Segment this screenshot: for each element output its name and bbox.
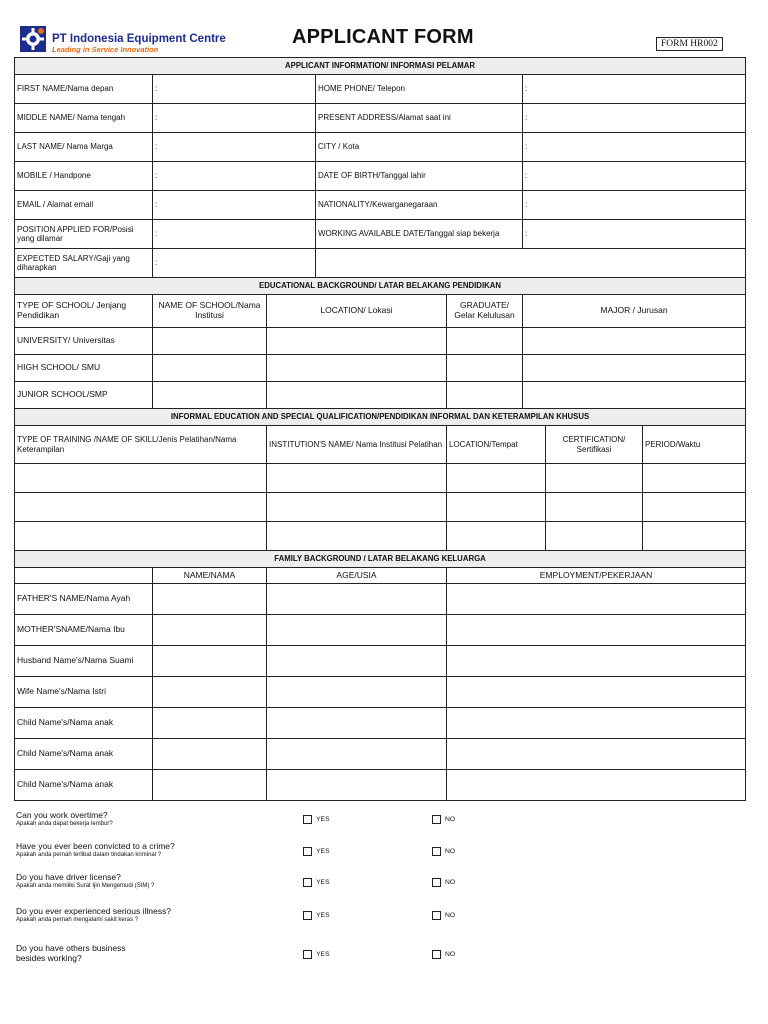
question-text: Do you ever experienced serious illness? bbox=[16, 906, 171, 916]
checkbox[interactable] bbox=[303, 878, 312, 887]
middle-name-field[interactable]: : bbox=[153, 104, 316, 133]
checkbox[interactable] bbox=[432, 950, 441, 959]
question-text: Do you have others business besides working? bbox=[16, 943, 126, 963]
form-header bbox=[0, 0, 768, 56]
row-label: Child Name's/Nama anak bbox=[15, 708, 153, 739]
input-cell[interactable] bbox=[267, 584, 447, 615]
yes-option[interactable] bbox=[303, 950, 330, 959]
input-cell[interactable] bbox=[153, 328, 267, 355]
input-cell[interactable] bbox=[643, 493, 746, 522]
column-header: EMPLOYMENT/PEKERJAAN bbox=[447, 568, 746, 584]
email-field[interactable]: : bbox=[153, 191, 316, 220]
field-label: FIRST NAME/Nama depan bbox=[15, 75, 153, 104]
input-cell[interactable] bbox=[153, 770, 267, 801]
input-cell[interactable] bbox=[15, 522, 267, 551]
question-subtext: Apakah anda dapat bekerja lembur? bbox=[16, 820, 113, 827]
informal-education-table bbox=[14, 408, 746, 551]
field-label: HOME PHONE/ Telepon bbox=[316, 75, 523, 104]
yes-option[interactable] bbox=[303, 847, 330, 856]
question bbox=[16, 842, 175, 859]
row-label: Husband Name's/Nama Suami bbox=[15, 646, 153, 677]
row-label: FATHER'S NAME/Nama Ayah bbox=[15, 584, 153, 615]
column-header: MAJOR / Jurusan bbox=[523, 295, 746, 328]
column-header: LOCATION/ Lokasi bbox=[267, 295, 447, 328]
input-cell[interactable] bbox=[546, 522, 643, 551]
row-label: Child Name's/Nama anak bbox=[15, 770, 153, 801]
question-text: Do you have driver license? bbox=[16, 872, 121, 882]
expected-salary-field[interactable]: : bbox=[153, 249, 316, 278]
last-name-field[interactable]: : bbox=[153, 133, 316, 162]
informal-heading: INFORMAL EDUCATION AND SPECIAL QUALIFICATION/PENDIDIKAN INFORMAL DAN KETERAMPILAN KHUSUS bbox=[15, 409, 746, 426]
row-label: Wife Name's/Nama Istri bbox=[15, 677, 153, 708]
city-field[interactable]: : bbox=[523, 133, 746, 162]
column-header: NAME OF SCHOOL/Nama Institusi bbox=[153, 295, 267, 328]
column-header: CERTIFICATION/ Sertifikasi bbox=[546, 426, 643, 464]
family-heading: FAMILY BACKGROUND / LATAR BELAKANG KELUARGA bbox=[15, 551, 746, 568]
input-cell[interactable] bbox=[153, 355, 267, 382]
field-label: CITY / Kota bbox=[316, 133, 523, 162]
column-header: GRADUATE/ Gelar Kelulusan bbox=[447, 295, 523, 328]
input-cell[interactable] bbox=[447, 493, 546, 522]
input-cell[interactable] bbox=[153, 615, 267, 646]
option-label: YES bbox=[316, 879, 330, 886]
input-cell[interactable] bbox=[447, 739, 746, 770]
column-header: PERIOD/Waktu bbox=[643, 426, 746, 464]
position-field[interactable]: : bbox=[153, 220, 316, 249]
option-label: NO bbox=[445, 879, 456, 886]
education-table bbox=[14, 277, 746, 409]
option-label: NO bbox=[445, 848, 456, 855]
mobile-field[interactable]: : bbox=[153, 162, 316, 191]
column-header: TYPE OF TRAINING /NAME OF SKILL/Jenis Pelatihan/Nama Keterampilan bbox=[15, 426, 267, 464]
input-cell[interactable] bbox=[267, 677, 447, 708]
row-label: HIGH SCHOOL/ SMU bbox=[15, 355, 153, 382]
field-label: DATE OF BIRTH/Tanggal lahir bbox=[316, 162, 523, 191]
input-cell[interactable] bbox=[153, 646, 267, 677]
present-address-field[interactable]: : bbox=[523, 104, 746, 133]
checkbox[interactable] bbox=[432, 911, 441, 920]
blank-cell bbox=[15, 568, 153, 584]
field-label: PRESENT ADDRESS/Alamat saat ini bbox=[316, 104, 523, 133]
home-phone-field[interactable]: : bbox=[523, 75, 746, 104]
field-label: EMAIL / Alamat email bbox=[15, 191, 153, 220]
column-header: AGE/USIA bbox=[267, 568, 447, 584]
input-cell[interactable] bbox=[153, 584, 267, 615]
no-option[interactable] bbox=[432, 847, 455, 856]
input-cell[interactable] bbox=[153, 382, 267, 409]
no-option[interactable] bbox=[432, 878, 455, 887]
no-option[interactable] bbox=[432, 815, 455, 824]
input-cell[interactable] bbox=[523, 355, 746, 382]
company-name: PT Indonesia Equipment Centre bbox=[52, 33, 226, 45]
row-label: MOTHER'SNAME/Nama Ibu bbox=[15, 615, 153, 646]
question-subtext: Apakah anda pernah terlibat dalam tindakan kriminal ? bbox=[16, 851, 162, 858]
input-cell[interactable] bbox=[523, 328, 746, 355]
field-label: MOBILE / Handpone bbox=[15, 162, 153, 191]
input-cell[interactable] bbox=[267, 708, 447, 739]
field-label: MIDDLE NAME/ Nama tengah bbox=[15, 104, 153, 133]
checkbox[interactable] bbox=[432, 847, 441, 856]
option-label: YES bbox=[316, 912, 330, 919]
input-cell[interactable] bbox=[267, 464, 447, 493]
input-cell[interactable] bbox=[267, 739, 447, 770]
yes-option[interactable] bbox=[303, 878, 330, 887]
row-label: JUNIOR SCHOOL/SMP bbox=[15, 382, 153, 409]
page-title: APPLICANT FORM bbox=[292, 26, 474, 48]
column-header: LOCATION/Tempat bbox=[447, 426, 546, 464]
input-cell[interactable] bbox=[546, 464, 643, 493]
checkbox[interactable] bbox=[432, 815, 441, 824]
field-label: WORKING AVAILABLE DATE/Tanggal siap bekerja bbox=[316, 220, 523, 249]
checkbox[interactable] bbox=[432, 878, 441, 887]
input-cell[interactable] bbox=[267, 646, 447, 677]
option-label: YES bbox=[316, 848, 330, 855]
input-cell[interactable] bbox=[267, 493, 447, 522]
education-heading: EDUCATIONAL BACKGROUND/ LATAR BELAKANG PENDIDIKAN bbox=[15, 278, 746, 295]
input-cell[interactable] bbox=[447, 615, 746, 646]
field-label: LAST NAME/ Nama Marga bbox=[15, 133, 153, 162]
input-cell[interactable] bbox=[153, 677, 267, 708]
input-cell[interactable] bbox=[447, 646, 746, 677]
input-cell[interactable] bbox=[267, 355, 447, 382]
input-cell[interactable] bbox=[447, 770, 746, 801]
input-cell[interactable] bbox=[15, 493, 267, 522]
form-sheet bbox=[14, 57, 745, 801]
nationality-field[interactable]: : bbox=[523, 191, 746, 220]
company-logo-gear-icon bbox=[20, 26, 46, 52]
date-of-birth-field[interactable]: : bbox=[523, 162, 746, 191]
input-cell[interactable] bbox=[447, 464, 546, 493]
field-label: NATIONALITY/Kewarganegaraan bbox=[316, 191, 523, 220]
first-name-field[interactable]: : bbox=[153, 75, 316, 104]
input-cell[interactable] bbox=[153, 708, 267, 739]
input-cell[interactable] bbox=[643, 522, 746, 551]
checkbox[interactable] bbox=[303, 847, 312, 856]
question-text: Have you ever been convicted to a crime? bbox=[16, 841, 175, 851]
field-label: EXPECTED SALARY/Gaji yang diharapkan bbox=[15, 249, 153, 278]
input-cell[interactable] bbox=[447, 677, 746, 708]
input-cell[interactable] bbox=[447, 382, 523, 409]
company-tagline: Leading in Service Innovation bbox=[52, 45, 159, 54]
input-cell[interactable] bbox=[267, 382, 447, 409]
input-cell[interactable] bbox=[153, 739, 267, 770]
no-option[interactable] bbox=[432, 950, 455, 959]
applicant-info-table bbox=[14, 57, 746, 278]
question-subtext: Apakah anda memiliki Surat Ijin Mengemudi (SIM) ? bbox=[16, 882, 155, 889]
form-code-badge: FORM HR002 bbox=[656, 37, 723, 51]
option-label: NO bbox=[445, 951, 456, 958]
question bbox=[16, 944, 156, 964]
yes-option[interactable] bbox=[303, 815, 330, 824]
column-header: NAME/NAMA bbox=[153, 568, 267, 584]
row-label: Child Name's/Nama anak bbox=[15, 739, 153, 770]
no-option[interactable] bbox=[432, 911, 455, 920]
checkbox[interactable] bbox=[303, 950, 312, 959]
checkbox[interactable] bbox=[303, 815, 312, 824]
input-cell[interactable] bbox=[447, 328, 523, 355]
question bbox=[16, 873, 154, 890]
applicant-info-heading: APPLICANT INFORMATION/ INFORMASI PELAMAR bbox=[15, 58, 746, 75]
row-label: UNIVERSITY/ Universitas bbox=[15, 328, 153, 355]
checkbox[interactable] bbox=[303, 911, 312, 920]
input-cell[interactable] bbox=[523, 382, 746, 409]
input-cell[interactable] bbox=[267, 328, 447, 355]
option-label: NO bbox=[445, 912, 456, 919]
family-table bbox=[14, 550, 746, 801]
option-label: YES bbox=[316, 951, 330, 958]
available-date-field[interactable]: : bbox=[523, 220, 746, 249]
option-label: YES bbox=[316, 816, 330, 823]
yes-option[interactable] bbox=[303, 911, 330, 920]
input-cell[interactable] bbox=[546, 493, 643, 522]
input-cell[interactable] bbox=[447, 355, 523, 382]
input-cell[interactable] bbox=[267, 770, 447, 801]
question bbox=[16, 811, 113, 828]
question-subtext: Apakah anda pernah mengalami sakit keras ? bbox=[16, 916, 139, 923]
input-cell[interactable] bbox=[447, 522, 546, 551]
blank-cell bbox=[316, 249, 746, 278]
input-cell[interactable] bbox=[15, 464, 267, 493]
input-cell[interactable] bbox=[447, 584, 746, 615]
input-cell[interactable] bbox=[267, 522, 447, 551]
column-header: TYPE OF SCHOOL/ Jenjang Pendidikan bbox=[15, 295, 153, 328]
input-cell[interactable] bbox=[643, 464, 746, 493]
input-cell[interactable] bbox=[267, 615, 447, 646]
column-header: INSTITUTION'S NAME/ Nama Institusi Pelatihan bbox=[267, 426, 447, 464]
option-label: NO bbox=[445, 816, 456, 823]
question-text: Can you work overtime? bbox=[16, 810, 108, 820]
field-label: POSITION APPLIED FOR/Posisi yang dilamar bbox=[15, 220, 153, 249]
input-cell[interactable] bbox=[447, 708, 746, 739]
question bbox=[16, 907, 171, 924]
